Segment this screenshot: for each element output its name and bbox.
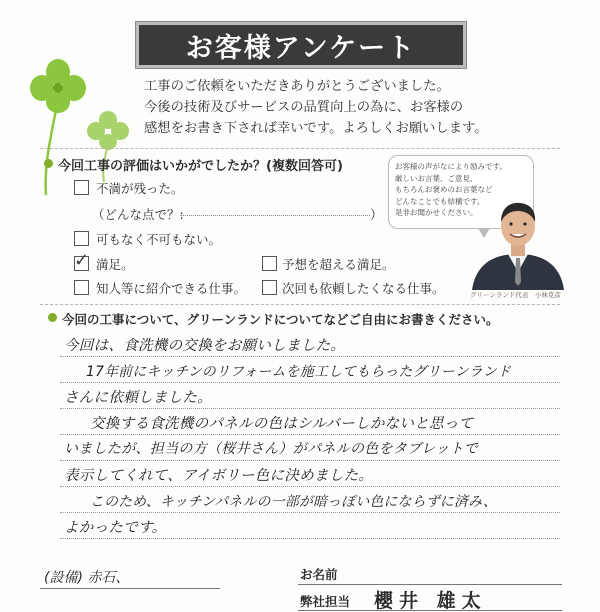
check-icon: ✓ <box>74 250 90 271</box>
comment-line: このため、キッチンパネルの一部が暗っぽい色にならずに済み、 <box>90 494 498 510</box>
bubble-line: 是非お聞かせください。 <box>395 208 478 217</box>
page-title: お客様アンケート <box>185 32 417 64</box>
intro-line: 今後の技術及びサービスの品質向上の為に、お客様の <box>144 100 464 115</box>
comment-line: 17年前にキッチンのリフォームを施工してもらったグリーンランド <box>86 364 512 380</box>
comment-line: 表示してくれて、アイボリー色に決めました。 <box>64 468 374 484</box>
name-label: お名前 <box>300 567 338 582</box>
ruled-line <box>60 434 560 435</box>
checkbox-recommend[interactable] <box>74 280 89 295</box>
title-banner <box>136 22 466 68</box>
ruled-line <box>60 512 560 513</box>
intro-text <box>144 76 584 139</box>
section-divider <box>40 148 560 149</box>
checkbox-neutral[interactable] <box>74 231 89 246</box>
intro-line: 感想をお書き下されば幸いです。よろしくお願いします。 <box>144 121 488 136</box>
comment-line: 今回は、食洗機の交換をお願いしました。 <box>64 338 346 354</box>
ruled-line <box>60 356 560 357</box>
representative-caption: グリーンランド代表 小林克彦 <box>470 291 561 299</box>
staff-name: 櫻井 雄太 <box>374 590 487 612</box>
checkbox-dissatisfied[interactable] <box>74 180 89 195</box>
question1-heading: 今回工事の評価はいかがでしたか？(複数回答可) <box>58 159 343 174</box>
checkbox-request-again[interactable] <box>262 280 277 295</box>
staff-label: 弊社担当 <box>300 594 351 609</box>
option-dissatisfied: 不満が残った。 <box>96 181 184 196</box>
question2-heading: 今回の工事について、グリーンランドについてなどご自由にお書きください。 <box>62 312 499 327</box>
bubble-line: もちろんお褒めのお言葉など <box>395 185 493 194</box>
ruled-line <box>60 538 560 539</box>
ruled-line <box>60 486 560 487</box>
comment-line: よかったです。 <box>64 520 167 536</box>
clover-icon <box>30 50 140 200</box>
intro-line: 工事のご依頼をいただきありがとうございました。 <box>144 79 450 94</box>
option-what-points: （どんな点で？: <box>92 207 184 222</box>
customer-note: (設備) 赤石、 <box>44 570 130 586</box>
bubble-line: お客様の声がなにより励みです。 <box>395 162 507 171</box>
option-neutral: 可もなく不可もない。 <box>96 232 222 247</box>
customer-rule <box>40 588 220 589</box>
checkbox-exceeded[interactable] <box>262 256 277 271</box>
ruled-line <box>60 408 560 409</box>
option-what-points-close: ） <box>370 207 383 222</box>
bullet-icon <box>44 159 53 168</box>
comment-line: いましたが、担当の方（桜井さん）がパネルの色をタブレットで <box>64 441 478 457</box>
comment-line: 交換する食洗機のパネルの色はシルバーしかないと思って <box>90 416 474 432</box>
bullet-icon <box>48 313 57 322</box>
bubble-line: 厳しいお言葉、ご意見、 <box>395 173 478 183</box>
option-request-again: 次回も依頼したくなる仕事。 <box>282 281 445 296</box>
what-points-field[interactable] <box>180 215 370 216</box>
option-satisfied: 満足。 <box>96 257 134 272</box>
option-exceeded: 予想を超える満足。 <box>282 257 395 272</box>
ruled-line <box>60 382 560 383</box>
representative-photo <box>468 192 568 290</box>
option-recommend: 知人等に紹介できる仕事。 <box>96 281 247 296</box>
section-divider <box>40 304 560 305</box>
bubble-line: どんなことでも結構です。 <box>395 196 485 206</box>
staff-rule <box>298 610 562 611</box>
name-field[interactable] <box>298 584 562 585</box>
ruled-line <box>60 460 560 461</box>
comment-line: さんに依頼しました。 <box>64 390 212 406</box>
